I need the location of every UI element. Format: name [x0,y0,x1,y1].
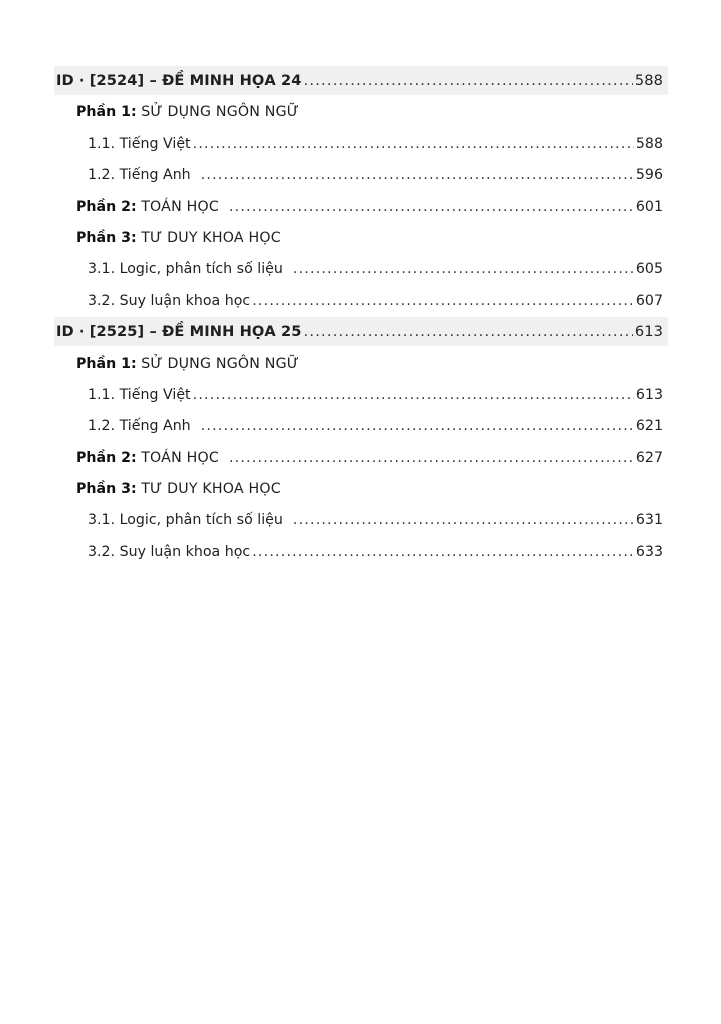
page-number: 631 [635,512,663,529]
exam-title: ID · [2525] – ĐỀ MINH HỌA 25 [56,323,302,341]
toc-entry-exam-24[interactable] [54,66,668,95]
part-prefix: Phần 2: [76,449,137,466]
part-label [76,474,281,505]
sub-title: 3.2. Suy luận khoa học [88,543,251,560]
toc-entry-part-1[interactable] [54,349,668,380]
sub-title: 3.1. Logic, phân tích số liệu [88,512,283,529]
page-number: 613 [635,386,663,403]
part-title: TOÁN HỌC [141,449,219,466]
part-label [76,349,299,380]
dot-leader [252,537,634,568]
toc-entry-sub[interactable] [54,505,668,536]
part-title: TOÁN HỌC [141,198,219,215]
dot-leader [304,66,633,95]
page-number: 607 [635,292,663,309]
dot-leader [252,286,634,317]
part-prefix: Phần 2: [76,198,137,215]
toc-entry-sub[interactable] [54,411,668,442]
page-number: 588 [634,72,663,89]
page-number: 621 [635,418,663,435]
page-number: 633 [635,543,663,560]
toc-entry-part-1[interactable] [54,97,668,128]
sub-title: 1.2. Tiếng Anh [88,167,191,184]
dot-leader [293,254,634,285]
part-title: TƯ DUY KHOA HỌC [141,229,281,246]
sub-title: 1.2. Tiếng Anh [88,418,191,435]
toc-entry-sub[interactable] [54,160,668,191]
dot-leader [201,411,634,442]
part-prefix: Phần 1: [76,104,137,121]
toc-entry-sub[interactable] [54,286,668,317]
toc-entry-sub[interactable] [54,254,668,285]
part-prefix: Phần 1: [76,355,137,372]
toc-entry-part-3[interactable] [54,223,668,254]
part-prefix: Phần 3: [76,481,137,498]
toc-entry-exam-25[interactable] [54,317,668,346]
dot-leader [304,317,633,346]
toc-entry-sub[interactable] [54,537,668,568]
page-number: 605 [635,261,663,278]
toc-entry-part-3[interactable] [54,474,668,505]
part-title: TƯ DUY KHOA HỌC [141,481,281,498]
part-label [76,97,299,128]
dot-leader [193,380,634,411]
toc-entry-sub[interactable] [54,129,668,160]
dot-leader [293,505,634,536]
page-number: 588 [635,135,663,152]
sub-title: 1.1. Tiếng Việt [88,386,191,403]
part-label [76,192,219,223]
part-label [76,223,281,254]
part-label [76,443,219,474]
toc-entry-part-2[interactable] [54,443,668,474]
toc-entry-sub[interactable] [54,380,668,411]
page-number: 596 [635,167,663,184]
table-of-contents [54,66,668,568]
sub-title: 3.2. Suy luận khoa học [88,292,251,309]
dot-leader [229,192,634,223]
toc-entry-part-2[interactable] [54,192,668,223]
page-number: 613 [634,323,663,341]
part-title: SỬ DỤNG NGÔN NGỮ [141,355,300,372]
dot-leader [193,129,634,160]
dot-leader [201,160,634,191]
sub-title: 3.1. Logic, phân tích số liệu [88,261,283,278]
sub-title: 1.1. Tiếng Việt [88,135,191,152]
dot-leader [229,443,634,474]
page-number: 627 [635,449,663,466]
exam-title: ID · [2524] – ĐỀ MINH HỌA 24 [56,72,302,89]
part-title: SỬ DỤNG NGÔN NGỮ [141,104,300,121]
page-number: 601 [635,198,663,215]
part-prefix: Phần 3: [76,229,137,246]
